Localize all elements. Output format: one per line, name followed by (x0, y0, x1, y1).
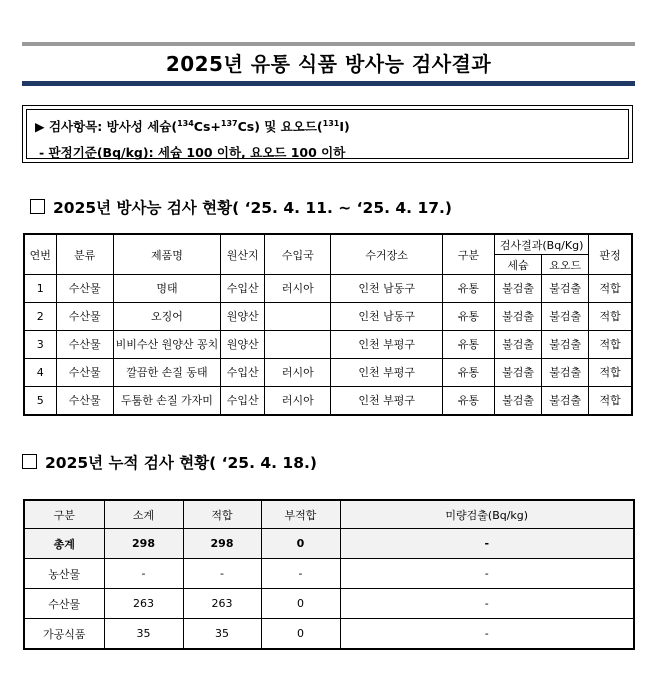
cell-cesium: 불검출 (494, 387, 541, 416)
inspection-info-box (22, 105, 633, 163)
header-product: 제품명 (113, 234, 220, 275)
cell-type: 유통 (442, 303, 494, 331)
cell-judgment: 적합 (589, 387, 632, 416)
table-row (24, 331, 632, 359)
cell-fail: - (261, 559, 340, 589)
cell-origin: 원양산 (221, 303, 265, 331)
cell-location: 인천 남동구 (331, 275, 442, 303)
cell-location: 인천 부평구 (331, 331, 442, 359)
cell-judgment: 적합 (589, 331, 632, 359)
table-row (24, 387, 632, 416)
cell-category: 수산물 (56, 331, 113, 359)
cell-cesium: 불검출 (494, 359, 541, 387)
section2-title-text: 2025년 누적 검사 현황( ‘25. 4. 18.) (45, 454, 317, 472)
cell-category: 수산물 (56, 275, 113, 303)
cell-no: 2 (24, 303, 56, 331)
criteria-line: - 판정기준(Bq/kg): 세슘 100 이하, 요오드 100 이하 (39, 145, 346, 160)
cell-origin: 수입산 (221, 387, 265, 416)
cell-type: 유통 (442, 275, 494, 303)
cell-fail: 0 (261, 529, 340, 559)
cell-judgment: 적합 (589, 359, 632, 387)
table-header-row (24, 500, 634, 529)
cell-iodine: 불검출 (542, 275, 589, 303)
page-title: 2025년 유통 식품 방사능 검사결과 (165, 52, 492, 76)
cell-origin: 수입산 (221, 359, 265, 387)
cell-category: 수산물 (56, 387, 113, 416)
title-bottom-rule (22, 81, 635, 86)
cell-type: 총계 (24, 529, 104, 559)
cell-category: 수산물 (56, 303, 113, 331)
cell-pass: 298 (183, 529, 261, 559)
cell-subtotal: 263 (104, 589, 183, 619)
header-fail: 부적합 (261, 500, 340, 529)
header-trace: 미량검출(Bq/kg) (340, 500, 634, 529)
header-no: 연번 (24, 234, 56, 275)
cell-trace: - (340, 559, 634, 589)
header-category: 분류 (56, 234, 113, 275)
inspection-info-inner (26, 109, 629, 159)
cell-product: 오징어 (113, 303, 220, 331)
cell-type: 유통 (442, 387, 494, 416)
cell-iodine: 불검출 (542, 303, 589, 331)
cell-no: 4 (24, 359, 56, 387)
items-prefix: 검사항목: 방사성 세슘( (48, 119, 178, 134)
cell-import-country: 러시아 (265, 275, 331, 303)
table-row-total (24, 529, 634, 559)
header-origin: 원산지 (221, 234, 265, 275)
cell-iodine: 불검출 (542, 331, 589, 359)
cell-type: 유통 (442, 359, 494, 387)
cell-product: 깔끔한 손질 동태 (113, 359, 220, 387)
cell-pass: 35 (183, 619, 261, 650)
cell-location: 인천 부평구 (331, 387, 442, 416)
table-row (24, 589, 634, 619)
checkbox-square-icon (22, 454, 37, 469)
cell-subtotal: 298 (104, 529, 183, 559)
checkbox-square-icon (30, 199, 45, 214)
cell-trace: - (340, 529, 634, 559)
cs137-symbol: Cs) 및 요오드( (237, 119, 323, 134)
cell-import-country: 러시아 (265, 387, 331, 416)
cell-product: 두툼한 손질 가자미 (113, 387, 220, 416)
cell-cesium: 불검출 (494, 331, 541, 359)
table-row (24, 303, 632, 331)
cell-product: 비비수산 원양산 꽁치 (113, 331, 220, 359)
header-iodine: 요오드 (542, 255, 589, 275)
inspection-items-line (35, 117, 350, 135)
table-row (24, 359, 632, 387)
header-type: 구분 (24, 500, 104, 529)
header-subtotal: 소계 (104, 500, 183, 529)
cell-cesium: 불검출 (494, 275, 541, 303)
table-row (24, 619, 634, 650)
header-result: 검사결과(Bq/Kg) (494, 234, 588, 255)
cell-category: 수산물 (56, 359, 113, 387)
section2-title (22, 451, 317, 473)
cell-import-country (265, 331, 331, 359)
cell-product: 명태 (113, 275, 220, 303)
i131-mass: 131 (322, 119, 340, 128)
header-judgment: 판정 (589, 234, 632, 275)
cell-type: 유통 (442, 331, 494, 359)
cell-import-country (265, 303, 331, 331)
cs137-mass: 137 (220, 119, 238, 128)
header-pass: 적합 (183, 500, 261, 529)
cell-origin: 원양산 (221, 331, 265, 359)
cell-no: 5 (24, 387, 56, 416)
cell-pass: - (183, 559, 261, 589)
header-location: 수거장소 (331, 234, 442, 275)
cell-location: 인천 남동구 (331, 303, 442, 331)
cell-fail: 0 (261, 589, 340, 619)
cell-origin: 수입산 (221, 275, 265, 303)
cell-type: 가공식품 (24, 619, 104, 650)
section1-title (30, 196, 452, 218)
cell-trace: - (340, 619, 634, 650)
cumulative-inspection-table (23, 499, 635, 650)
header-import-country: 수입국 (265, 234, 331, 275)
weekly-inspection-table (23, 233, 633, 416)
cell-trace: - (340, 589, 634, 619)
header-cesium: 세슘 (494, 255, 541, 275)
cell-location: 인천 부평구 (331, 359, 442, 387)
cell-iodine: 불검출 (542, 387, 589, 416)
cell-judgment: 적합 (589, 303, 632, 331)
cell-subtotal: - (104, 559, 183, 589)
cell-judgment: 적합 (589, 275, 632, 303)
cs134-mass: 134 (177, 119, 194, 128)
header-type: 구분 (442, 234, 494, 275)
cell-iodine: 불검출 (542, 359, 589, 387)
cell-no: 1 (24, 275, 56, 303)
cell-cesium: 불검출 (494, 303, 541, 331)
table-row (24, 275, 632, 303)
cell-type: 수산물 (24, 589, 104, 619)
cell-pass: 263 (183, 589, 261, 619)
bullet-icon: ▶ (35, 119, 45, 134)
cell-subtotal: 35 (104, 619, 183, 650)
cell-type: 농산물 (24, 559, 104, 589)
cell-fail: 0 (261, 619, 340, 650)
cell-import-country: 러시아 (265, 359, 331, 387)
cs134-symbol: Cs+ (193, 119, 221, 134)
cell-no: 3 (24, 331, 56, 359)
section1-title-text: 2025년 방사능 검사 현황( ‘25. 4. 11. ~ ‘25. 4. 17.) (53, 199, 452, 217)
table-row (24, 559, 634, 589)
i131-symbol: I) (339, 119, 350, 134)
